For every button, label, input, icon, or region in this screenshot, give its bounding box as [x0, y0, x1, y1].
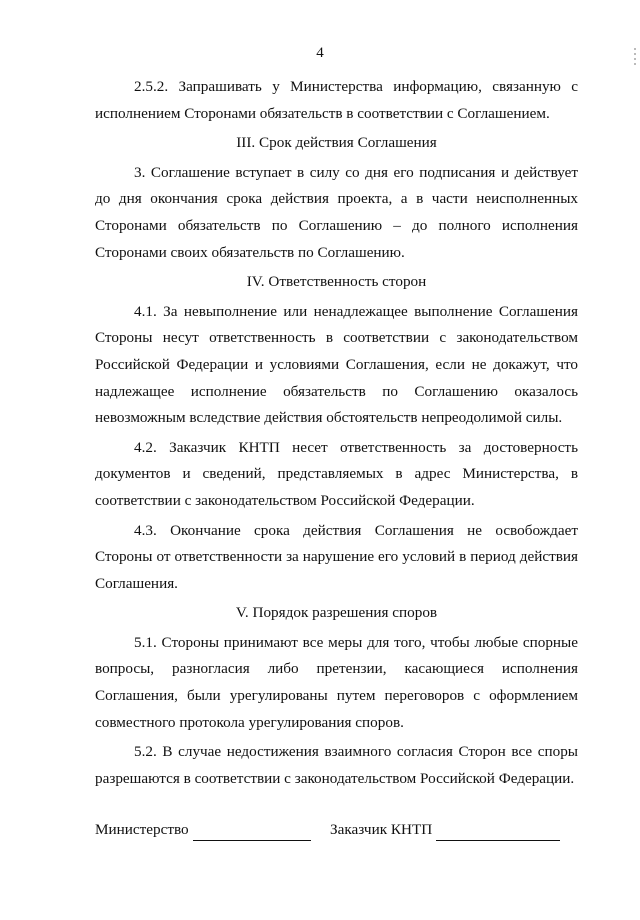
- signature-customer-label: Заказчик КНТП: [330, 821, 433, 838]
- paragraph-2-5-2: 2.5.2. Запрашивать у Министерства информацию, связанную с исполнением Сторонами обязательств в соответствии с Соглашением.: [95, 78, 578, 122]
- document-body: [95, 74, 578, 792]
- paragraph-4-1: 4.1. За невыполнение или ненадлежащее выполнение Соглашения Стороны несут ответственность в соответствии с законодательством Российской Федерации и условиями Соглашения, если не докажут, что надлежащее исполнение обязательств по Соглашению оказалось невозможным вследствие действия обстоятельств непреодолимой силы.: [95, 302, 578, 427]
- paragraph-5-2: 5.2. В случае недостижения взаимного согласия Сторон все споры разрешаются в соответствии с законодательством Российской Федерации.: [95, 743, 578, 787]
- signature-ministry-label: Министерство: [95, 821, 189, 838]
- signature-ministry-line: [193, 824, 311, 841]
- paragraph-3: 3. Соглашение вступает в силу со дня его подписания и действует до дня окончания срока действия проекта, а в части неисполненных Сторонами обязательств по Соглашению – до полного исполнения Сторонами своих обязательств по Соглашению.: [95, 163, 578, 261]
- paragraph-4-3: 4.3. Окончание срока действия Соглашения не освобождает Стороны от ответственности за нарушение его условий в период действия Соглашения.: [95, 521, 578, 592]
- signature-customer-line: [436, 824, 560, 841]
- page-number: 4: [316, 45, 324, 61]
- paragraph-4-2: 4.2. Заказчик КНТП несет ответственность за достоверность документов и сведений, представляемых в адрес Министерства, в соответствии с законодательством Российской Федерации.: [95, 438, 578, 509]
- section-heading-3: III. Срок действия Соглашения: [236, 134, 437, 152]
- section-heading-5: V. Порядок разрешения споров: [235, 604, 438, 622]
- signature-customer: [330, 819, 560, 841]
- section-heading-4: IV. Ответственность сторон: [246, 273, 427, 291]
- signature-ministry: [95, 819, 311, 841]
- paragraph-5-1: 5.1. Стороны принимают все меры для того, чтобы любые спорные вопросы, разногласия либо претензии, касающиеся исполнения Соглашения, были урегулированы путем переговоров с оформлением совместного протокола урегулирования споров.: [95, 633, 578, 731]
